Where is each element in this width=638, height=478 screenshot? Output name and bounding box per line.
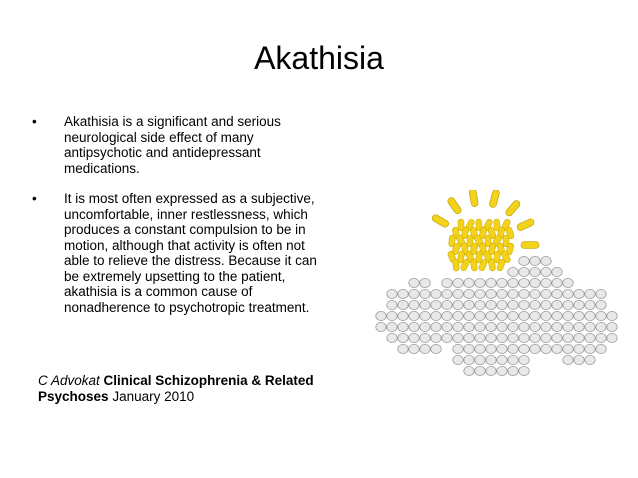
cloud-pill: [519, 366, 529, 375]
cloud-pill: [409, 278, 419, 287]
cloud-pill: [596, 344, 606, 353]
bullet-marker: •: [32, 191, 37, 206]
cloud-pill: [530, 300, 540, 309]
cloud-pill: [508, 278, 518, 287]
cloud-pill: [420, 289, 430, 298]
cloud-pill: [508, 355, 518, 364]
cloud-pill: [453, 300, 463, 309]
cloud-pill: [453, 289, 463, 298]
cloud-pill: [409, 311, 419, 320]
cloud-pill: [596, 289, 606, 298]
cloud-pill: [475, 344, 485, 353]
cloud-pill: [552, 300, 562, 309]
cloud-pill: [563, 311, 573, 320]
cloud-pill: [442, 278, 452, 287]
cloud-pill: [464, 289, 474, 298]
citation: [38, 373, 338, 404]
cloud-pill: [464, 300, 474, 309]
cloud-pill: [508, 333, 518, 342]
cloud-pill: [530, 267, 540, 276]
cloud-pill: [497, 311, 507, 320]
cloud-pill: [376, 322, 386, 331]
cloud-pill: [563, 289, 573, 298]
cloud-pill: [585, 322, 595, 331]
bullet-marker: •: [32, 114, 37, 129]
cloud-pill: [431, 289, 441, 298]
slide-title: Akathisia: [254, 40, 384, 76]
cloud-pill: [497, 289, 507, 298]
sun-pill: [470, 259, 477, 272]
cloud-pill: [541, 333, 551, 342]
sun-ray-pill: [431, 213, 450, 228]
cloud-pill: [464, 322, 474, 331]
cloud-pill: [596, 300, 606, 309]
cloud-pill: [552, 311, 562, 320]
cloud-pill: [398, 333, 408, 342]
cloud-pill: [409, 344, 419, 353]
cloud-pill: [464, 278, 474, 287]
cloud-pill: [431, 311, 441, 320]
sun-ray-pill: [504, 199, 521, 217]
cloud-pill: [541, 267, 551, 276]
cloud-pill: [552, 278, 562, 287]
cloud-pill: [585, 355, 595, 364]
cloud-pill: [475, 355, 485, 364]
cloud-pill: [486, 333, 496, 342]
cloud-pill: [475, 289, 485, 298]
cloud-pill: [486, 278, 496, 287]
cloud-pill: [574, 300, 584, 309]
cloud-pill: [398, 311, 408, 320]
cloud-pill: [475, 322, 485, 331]
cloud-pill: [387, 333, 397, 342]
bullet-text: Akathisia is a significant and serious neurological side effect of many antipsychotic and antidepressant medications.: [64, 114, 281, 176]
cloud-pill: [508, 344, 518, 353]
cloud-pill: [574, 311, 584, 320]
citation-author: C Advokat: [38, 373, 100, 388]
cloud-pill: [541, 278, 551, 287]
cloud-pill: [574, 289, 584, 298]
cloud-pill: [596, 311, 606, 320]
cloud-pill: [508, 366, 518, 375]
cloud-pill: [596, 333, 606, 342]
cloud-pill: [563, 344, 573, 353]
cloud-pill: [530, 344, 540, 353]
cloud-pill: [519, 355, 529, 364]
cloud-pill: [552, 333, 562, 342]
cloud-pill: [453, 311, 463, 320]
cloud-pill: [486, 344, 496, 353]
cloud-pill: [519, 300, 529, 309]
cloud-pill: [387, 300, 397, 309]
cloud-pill: [552, 322, 562, 331]
cloud-pill: [453, 278, 463, 287]
sun-ray-pill: [446, 196, 462, 215]
cloud-pill: [398, 322, 408, 331]
cloud-pill: [420, 300, 430, 309]
cloud-pill: [464, 333, 474, 342]
cloud-pill: [519, 322, 529, 331]
bullet-item: [32, 114, 322, 176]
cloud-pill: [541, 256, 551, 265]
cloud-pill: [431, 300, 441, 309]
cloud-pill: [475, 278, 485, 287]
cloud-pill: [541, 344, 551, 353]
cloud-pill: [398, 344, 408, 353]
cloud-pill: [464, 311, 474, 320]
cloud-pill: [574, 344, 584, 353]
cloud-pill: [442, 333, 452, 342]
cloud-pill: [519, 278, 529, 287]
cloud-pill: [475, 300, 485, 309]
cloud-pill: [442, 300, 452, 309]
cloud-pill: [530, 256, 540, 265]
cloud-pill: [541, 300, 551, 309]
cloud-pill: [585, 300, 595, 309]
cloud-pill: [464, 366, 474, 375]
bullet-item: [32, 191, 322, 315]
cloud-pill: [519, 333, 529, 342]
cloud-pill: [563, 278, 573, 287]
sun-ray-pill: [469, 190, 479, 207]
cloud-pill: [409, 289, 419, 298]
cloud-pill: [585, 333, 595, 342]
cloud-pill: [442, 289, 452, 298]
sun-ray-pill: [516, 218, 535, 232]
cloud-pill: [497, 366, 507, 375]
cloud-pill: [453, 322, 463, 331]
bullet-text: It is most often expressed as a subjective, uncomfortable, inner restlessness, which produces a constant compulsion to be in motion, although that activity is often not able to relieve the distress. Because it can be extremely upsetting to the patient, akathisia is a common cause of nonadherence to psychotropic treatment.: [64, 191, 317, 315]
cloud-pill: [563, 322, 573, 331]
cloud-pill: [387, 311, 397, 320]
cloud-pill: [420, 311, 430, 320]
cloud-pill: [574, 322, 584, 331]
cloud-pill: [519, 256, 529, 265]
cloud-pill: [497, 344, 507, 353]
cloud-pill: [519, 289, 529, 298]
cloud-pill: [563, 300, 573, 309]
cloud-pill: [563, 355, 573, 364]
cloud-pill: [486, 289, 496, 298]
sun-ray-pill: [489, 190, 500, 208]
cloud-pill: [552, 267, 562, 276]
cloud-pill: [475, 311, 485, 320]
cloud-pill: [497, 355, 507, 364]
cloud-pill: [431, 333, 441, 342]
cloud-pill: [420, 344, 430, 353]
cloud-pill: [420, 278, 430, 287]
cloud-pill: [376, 311, 386, 320]
cloud-pill: [519, 344, 529, 353]
cloud-pill: [530, 322, 540, 331]
cloud-pill: [607, 322, 617, 331]
cloud-pill: [442, 311, 452, 320]
cloud-pill: [530, 289, 540, 298]
cloud-pill: [486, 366, 496, 375]
cloud-pill: [431, 344, 441, 353]
cloud-pill: [475, 366, 485, 375]
cloud-pill: [497, 300, 507, 309]
cloud-pill: [508, 311, 518, 320]
cloud-pill: [519, 267, 529, 276]
cloud-pill: [596, 322, 606, 331]
cloud-pill: [563, 333, 573, 342]
cloud-pill: [464, 344, 474, 353]
cloud-pill: [453, 355, 463, 364]
cloud-pill: [398, 289, 408, 298]
cloud-pill: [585, 344, 595, 353]
cloud-pill: [398, 300, 408, 309]
cloud-pill: [585, 289, 595, 298]
cloud-pill: [387, 322, 397, 331]
cloud-pill: [464, 355, 474, 364]
cloud-pill: [607, 333, 617, 342]
cloud-pill: [431, 322, 441, 331]
cloud-pill: [486, 322, 496, 331]
cloud-pill: [497, 333, 507, 342]
cloud-pill: [530, 278, 540, 287]
cloud-pill: [442, 322, 452, 331]
citation-journal: Clinical Schizophrenia & Related Psychoses: [38, 373, 314, 404]
cloud-pill: [541, 289, 551, 298]
cloud-pill: [519, 311, 529, 320]
cloud-pill: [420, 333, 430, 342]
cloud-pill: [486, 355, 496, 364]
cloud-pill: [475, 333, 485, 342]
cloud-pill: [574, 333, 584, 342]
pills-sun-cloud-icon: [372, 190, 624, 380]
cloud-pill: [508, 267, 518, 276]
cloud-pill: [552, 289, 562, 298]
cloud-pill: [420, 322, 430, 331]
cloud-pill: [585, 311, 595, 320]
cloud-pill: [486, 311, 496, 320]
cloud-pill: [409, 333, 419, 342]
cloud-pill: [530, 311, 540, 320]
cloud-pill: [541, 311, 551, 320]
cloud-pill: [453, 333, 463, 342]
cloud-pill: [530, 333, 540, 342]
cloud-pill: [497, 278, 507, 287]
cloud-pill: [574, 355, 584, 364]
bullet-list: [32, 114, 322, 330]
sun-ray-pill: [521, 242, 539, 249]
cloud-pill: [607, 311, 617, 320]
cloud-pill: [508, 289, 518, 298]
cloud-pill: [508, 300, 518, 309]
cloud-pill: [552, 344, 562, 353]
cloud-pill: [409, 300, 419, 309]
cloud-pill: [497, 322, 507, 331]
citation-date: January 2010: [112, 388, 195, 404]
cloud-pill: [486, 300, 496, 309]
cloud-pill: [541, 322, 551, 331]
cloud-pill: [387, 289, 397, 298]
cloud-pill: [409, 322, 419, 331]
sun-pill: [452, 259, 459, 271]
cloud-pill: [508, 322, 518, 331]
cloud-pill: [453, 344, 463, 353]
